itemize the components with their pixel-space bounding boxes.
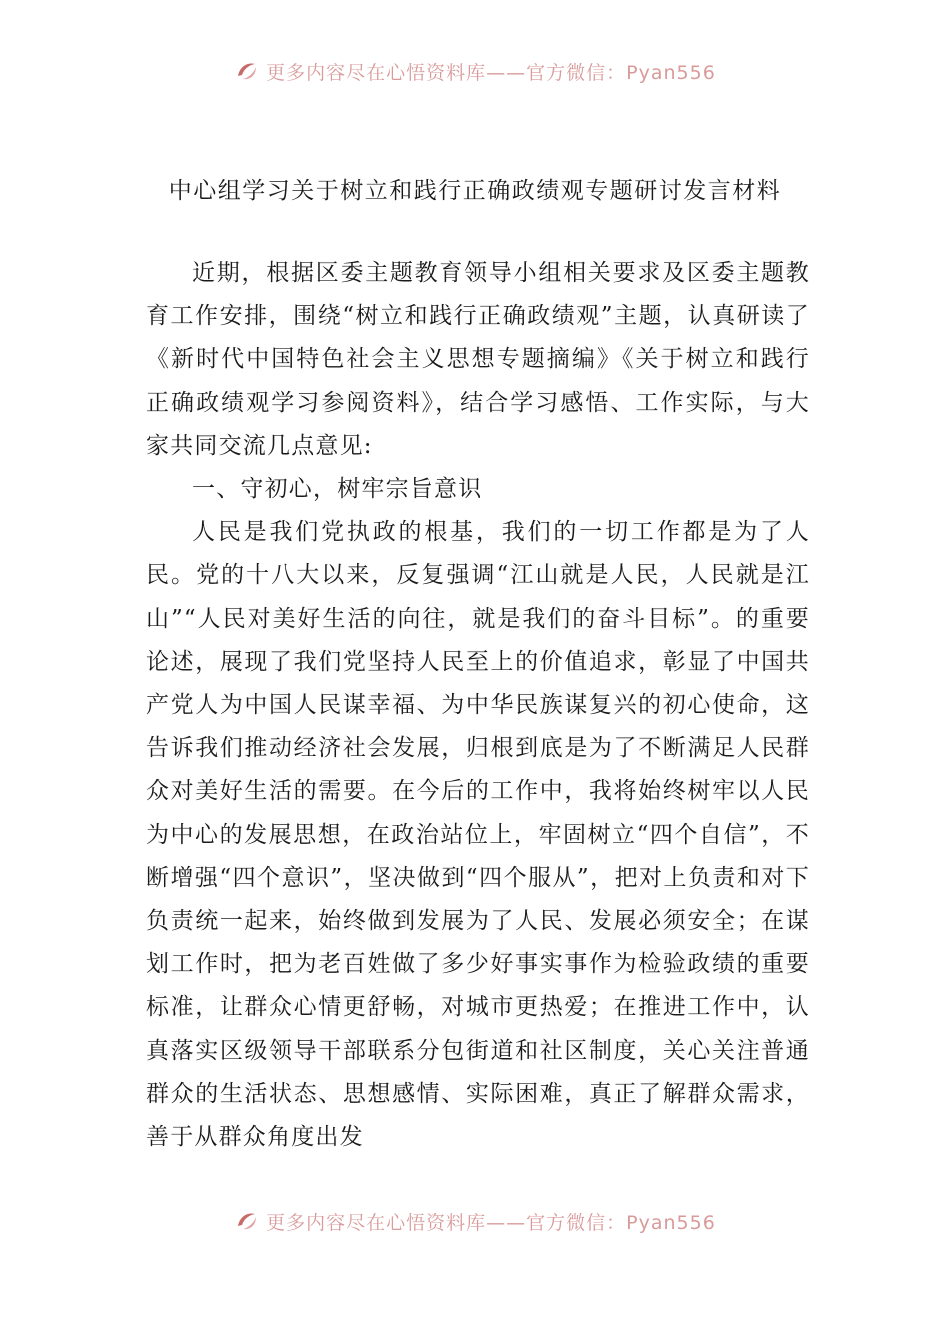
watermark-footer xyxy=(0,1206,950,1236)
section-heading: 一、守初心，树牢宗旨意识 xyxy=(192,476,483,503)
watermark-logo-icon xyxy=(234,58,260,84)
paragraph-intro: 近期，根据区委主题教育领导小组相关要求及区委主题教育工作安排，围绕“树立和践行正确政绩观”主题，认真研读了《新时代中国特色社会主义思想专题摘编》《关于树立和践行正确政绩观学习参阅资料》，结合学习感悟、工作实际，与大家共同交流几点意见: xyxy=(146,260,810,459)
page-title: 中心组学习关于树立和践行正确政绩观专题研讨发言材料 xyxy=(168,178,782,204)
watermark-text: 更多内容尽在心悟资料库——官方微信：Pyan556 xyxy=(266,61,716,84)
watermark-text: 更多内容尽在心悟资料库——官方微信：Pyan556 xyxy=(266,1211,716,1234)
document-body xyxy=(146,252,810,1159)
paragraph-section-1: 人民是我们党执政的根基，我们的一切工作都是为了人民。党的十八大以来，反复强调“江山就是人民，人民就是江山”“人民对美好生活的向往，就是我们的奋斗目标”。的重要论述，展现了我们党坚持人民至上的价值追求，彰显了中国共产党人为中国人民谋幸福、为中华民族谋复兴的初心使命，这告诉我们推动经济社会发展，归根到底是为了不断满足人民群众对美好生活的需要。在今后的工作中，我将始终树牢以人民为中心的发展思想，在政治站位上，牢固树立“四个自信”，不断增强“四个意识”，坚决做到“四个服从”，把对上负责和对下负责统一起来，始终做到发展为了人民、发展必须安全；在谋划工作时，把为老百姓做了多少好事实事作为检验政绩的重要标准，让群众心情更舒畅，对城市更热爱；在推进工作中，认真落实区级领导干部联系分包街道和社区制度，关心关注普通群众的生活状态、思想感情、实际困难，真正了解群众需求，善于从群众角度出发 xyxy=(146,519,810,1151)
watermark-header xyxy=(0,56,950,86)
watermark-logo-icon xyxy=(234,1208,260,1234)
